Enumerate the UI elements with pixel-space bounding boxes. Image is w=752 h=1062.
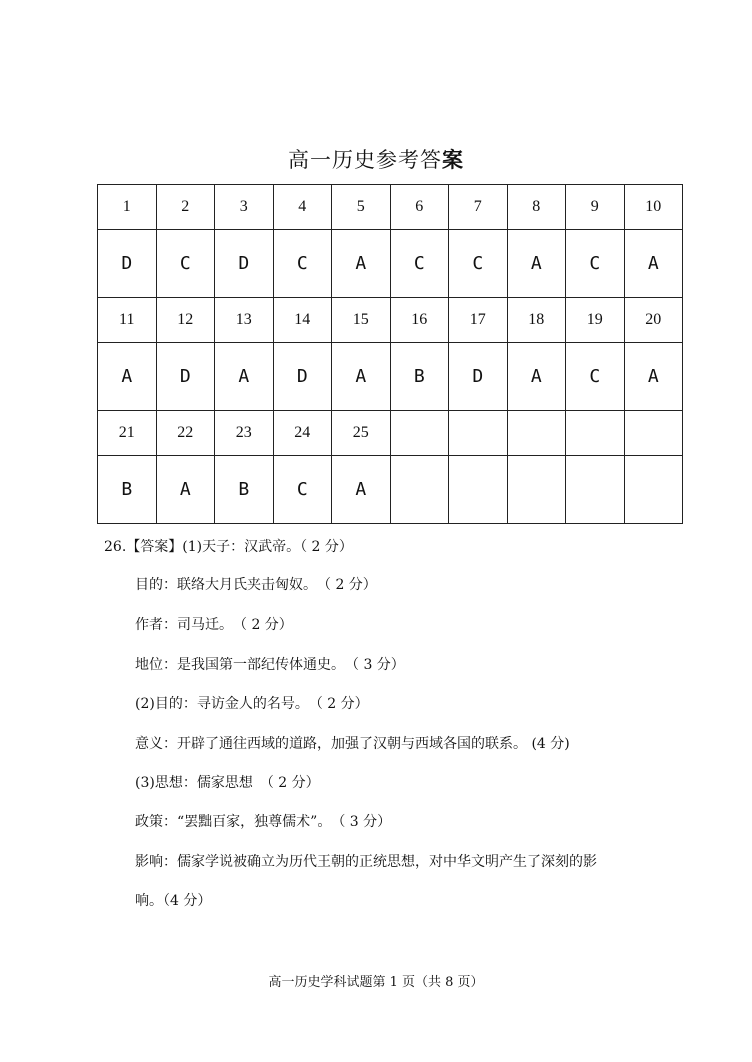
question-number-cell: 2 <box>156 185 215 230</box>
answer-cell: A <box>332 230 391 298</box>
answer-cell: A <box>215 343 274 411</box>
question-number-cell: 9 <box>566 185 625 230</box>
answer-cell: A <box>332 343 391 411</box>
question-number-cell: 8 <box>507 185 566 230</box>
question-number-cell: 1 <box>98 185 157 230</box>
answer-table <box>97 184 683 524</box>
answer-cell <box>507 456 566 524</box>
question-number-cell: 23 <box>215 411 274 456</box>
question-number-cell: 6 <box>390 185 449 230</box>
question-number-row <box>98 185 683 230</box>
answer-cell: C <box>273 456 332 524</box>
question-number-cell: 15 <box>332 298 391 343</box>
question-number-cell: 3 <box>215 185 274 230</box>
question-number-cell <box>449 411 508 456</box>
answer-cell: A <box>332 456 391 524</box>
q26-line-4: 地位：是我国第一部纪传体通史。 （ 3 分） <box>135 657 405 673</box>
answer-cell <box>449 456 508 524</box>
answer-cell <box>624 456 683 524</box>
q26-line-3: 作者：司马迁。 （ 2 分） <box>135 617 293 633</box>
answer-row <box>98 343 683 411</box>
question-number-cell: 21 <box>98 411 157 456</box>
question-number-cell: 7 <box>449 185 508 230</box>
answer-cell <box>566 456 625 524</box>
question-number-cell: 18 <box>507 298 566 343</box>
answer-cell: B <box>215 456 274 524</box>
answer-cell: A <box>624 343 683 411</box>
question-number-cell: 20 <box>624 298 683 343</box>
answer-cell: D <box>449 343 508 411</box>
question-number-cell: 4 <box>273 185 332 230</box>
answer-cell: D <box>98 230 157 298</box>
answer-cell: A <box>156 456 215 524</box>
answer-cell: C <box>273 230 332 298</box>
question-number-row <box>98 411 683 456</box>
q26-line-2: 目的：联络大月氏夹击匈奴。 （ 2 分） <box>135 577 377 593</box>
answer-row <box>98 230 683 298</box>
question-number-cell <box>390 411 449 456</box>
answer-cell: A <box>507 230 566 298</box>
answer-cell: B <box>390 343 449 411</box>
answer-cell: B <box>98 456 157 524</box>
q26-line-5: (2)目的：寻访金人的名号。 （ 2 分） <box>135 696 369 712</box>
answer-cell: C <box>449 230 508 298</box>
question-number-row <box>98 298 683 343</box>
question-number-cell: 25 <box>332 411 391 456</box>
question-number-cell: 19 <box>566 298 625 343</box>
question-number-cell <box>624 411 683 456</box>
q26-line-6: 意义：开辟了通往西域的道路，加强了汉朝与西域各国的联系。 (4 分) <box>135 736 570 752</box>
question-number-cell: 14 <box>273 298 332 343</box>
answer-cell <box>390 456 449 524</box>
answer-cell: A <box>624 230 683 298</box>
q26-line-9: 影响：儒家学说被确立为历代王朝的正统思想，对中华文明产生了深刻的影 <box>135 854 597 870</box>
answer-cell: C <box>566 343 625 411</box>
answer-row <box>98 456 683 524</box>
q26-line-8: 政策：“罢黜百家，独尊儒术”。 （ 3 分） <box>135 814 392 830</box>
question-number-cell: 11 <box>98 298 157 343</box>
question-number-cell <box>507 411 566 456</box>
answer-cell: A <box>507 343 566 411</box>
q26-line-1: 26.【答案】(1)天子：汉武帝。（ 2 分） <box>104 539 353 555</box>
question-number-cell: 16 <box>390 298 449 343</box>
q26-line-10: 响。（4 分） <box>135 893 212 909</box>
question-number-cell <box>566 411 625 456</box>
answer-cell: D <box>156 343 215 411</box>
answer-cell: C <box>390 230 449 298</box>
question-number-cell: 12 <box>156 298 215 343</box>
page-title-text: 高一历史参考答 <box>288 148 442 172</box>
question-number-cell: 17 <box>449 298 508 343</box>
answer-cell: C <box>566 230 625 298</box>
question-number-cell: 10 <box>624 185 683 230</box>
answer-cell: A <box>98 343 157 411</box>
answer-cell: D <box>273 343 332 411</box>
question-number-cell: 24 <box>273 411 332 456</box>
answer-cell: D <box>215 230 274 298</box>
page-footer: 高一历史学科试题第 1 页（共 8 页） <box>268 975 484 990</box>
answer-cell: C <box>156 230 215 298</box>
question-number-cell: 13 <box>215 298 274 343</box>
question-number-cell: 22 <box>156 411 215 456</box>
page-title-last-char: 案 <box>442 147 464 172</box>
question-number-cell: 5 <box>332 185 391 230</box>
page-title <box>0 144 752 174</box>
q26-line-7: (3)思想：儒家思想 （ 2 分） <box>135 775 320 791</box>
